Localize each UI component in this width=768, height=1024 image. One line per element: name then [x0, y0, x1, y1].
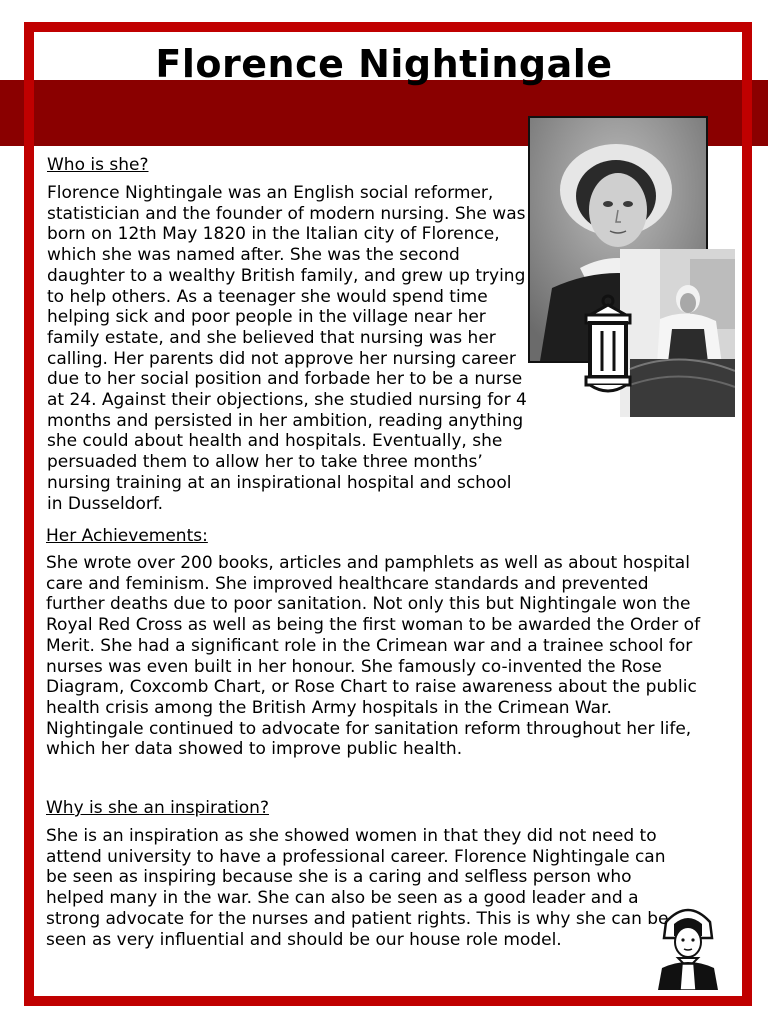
section-heading-inspiration: Why is she an inspiration?: [46, 798, 269, 818]
section-body-achievements: She wrote over 200 books, articles and pamphlets as well as about hospital care and feminism. She improved healthcare standards and prevented further deaths due to poor sanitation. Not only this but Nightingale won the Royal Red Cross as well as being the first woman to be awarded the Order of Merit. She had a significant role in the Crimean war and a trainee school for nurses was even built in her honour. She famously co-invented the Rose Diagram, Coxcomb Chart, or Rose Chart to raise awareness about the public health crisis among the British Army hospitals in the Crimean War. Nightingale continued to advocate for sanitation reform throughout her life, which her data showed to improve public health.: [46, 553, 701, 760]
section-heading-who: Who is she?: [47, 155, 149, 175]
section-heading-achievements: Her Achievements:: [46, 526, 208, 546]
page-title: Florence Nightingale: [155, 42, 613, 86]
section-body-who: Florence Nightingale was an English social reformer, statistician and the founder of modern nursing. She was born on 12th May 1820 in the Italian city of Florence, which she was named after. She was the second daughter to a wealthy British family, and grew up trying to help others. As a teenager she would spend time helping sick and poor people in the village near her family estate, and she believed that nursing was her calling. Her parents did not approve her nursing career due to her social position and forbade her to be a nurse at 24. Against their objections, she studied nursing for 4 months and persisted in her ambition, reading anything she could about health and hospitals. Eventually, she persuaded them to allow her to take three months’ nursing training at an inspirational hospital and school in Dusseldorf.: [47, 183, 527, 514]
section-body-inspiration: She is an inspiration as she showed women in that they did not need to attend university to have a professional career. Florence Nightingale can be seen as inspiring because she is a caring and selfless person who helped many in the war. She can also be seen as a good leader and a strong advocate for the nurses and patient rights. This is why she can be seen as very influential and should be our house role model.: [46, 826, 669, 950]
lamp-icon: [578, 293, 638, 401]
